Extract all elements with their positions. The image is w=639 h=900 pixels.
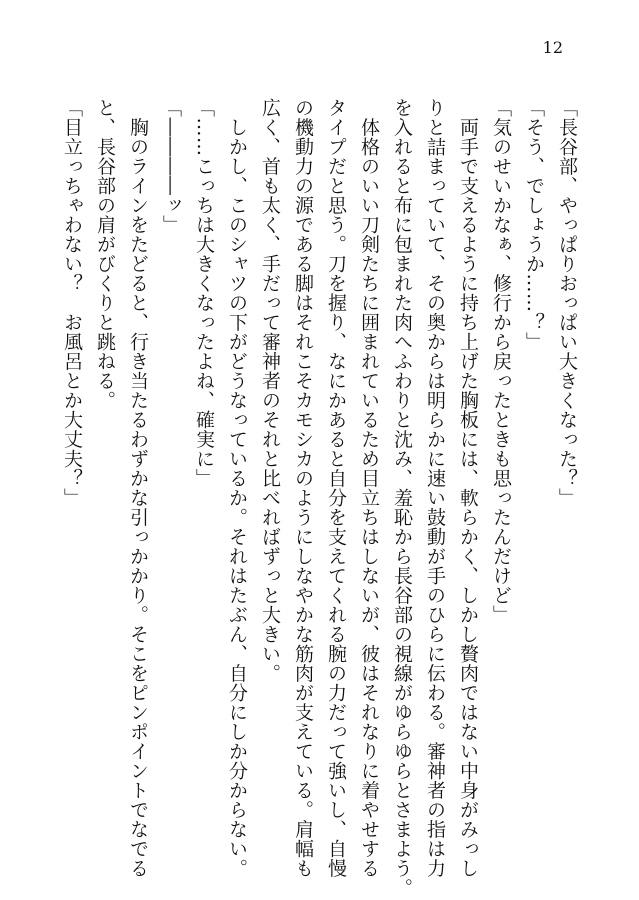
vertical-text-body [55, 98, 583, 898]
text-line: しかし、このシャツの下がどうなっているか。それはたぶん、自分にしか分からない。 [226, 98, 248, 878]
text-line: タイプだと思う。刀を握り、なにかあると自分を支えてくれる腕の力だって強いし、自慢 [325, 98, 347, 878]
text-line: 「目立っちゃわない？ お風呂とか大丈夫？」 [61, 98, 83, 508]
text-line: 体格のいい刀剣たちに囲まれているため目立ちはしないが、彼はそれなりに着やせする [358, 98, 380, 878]
page-number: 12 [542, 38, 563, 57]
text-line: 「そう、でしょうか……？」 [523, 98, 545, 352]
text-line: 「――――ッ」 [160, 98, 182, 235]
text-line: を入れると布に包まれた肉へふわりと沈み、羞恥から長谷部の視線がゆらゆらとさまよう。 [391, 98, 413, 898]
text-line: 両手で支えるように持ち上げた胸板には、軟らかく、しかし贅肉ではない中身がみっし [457, 98, 479, 878]
text-line: と、長谷部の肩がびくりと跳ねる。 [94, 98, 116, 410]
text-line: 「気のせいかなぁ、修行から戻ったときも思ったんだけど」 [490, 98, 512, 625]
text-line: りと詰まっていて、その奥からは明らかに速い鼓動が手のひらに伝わる。審神者の指は力 [424, 98, 446, 878]
text-line: 「……こっちは大きくなったよね、確実に」 [193, 98, 215, 488]
text-line: 「長谷部、やっぱりおっぱい大きくなった？」 [556, 98, 578, 508]
text-line: 広く、首も太く、手だって審神者のそれと比べればずっと大きい。 [259, 98, 281, 683]
text-line: 胸のラインをたどると、行き当たるわずかな引っかかり。そこをピンポイントでなでる [127, 98, 149, 878]
text-line: の機動力の源である脚はそれこそカモシカのようにしなやかな筋肉が支えている。肩幅も [292, 98, 314, 878]
